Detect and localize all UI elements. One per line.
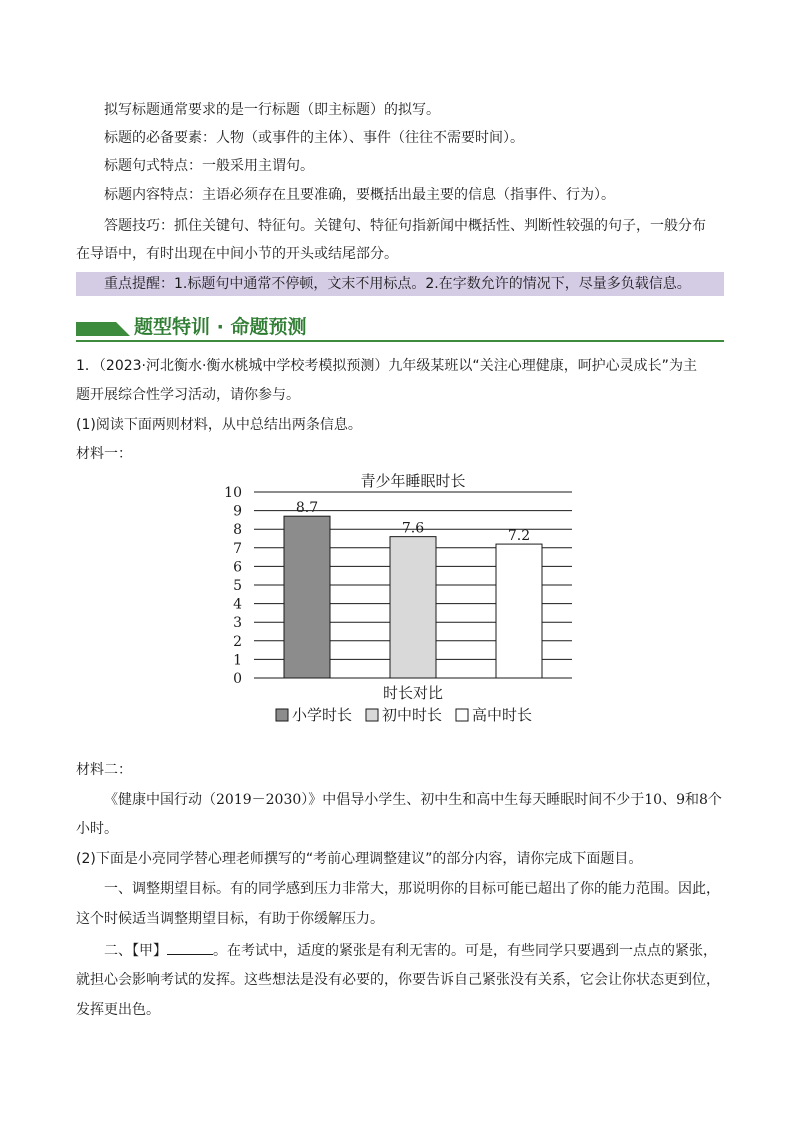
legend-swatch <box>456 709 468 721</box>
y-tick-label: 0 <box>233 671 242 687</box>
legend-swatch <box>276 709 288 721</box>
tip-text: 重点提醒：1.标题句中通常不停顿，文末不用标点。2.在字数允许的情况下，尽量多负载信息。 <box>104 276 691 292</box>
y-tick-label: 2 <box>233 633 242 650</box>
question-1-line-1: 1．（2023·河北衡水·衡水桃城中学校考模拟预测）九年级某班以“关注心理健康，呵护心灵成长”为主 <box>76 358 697 374</box>
intro-line-4: 标题内容特点：主语必须存在且要准确，要概括出最主要的信息（指事件、行为）。 <box>104 187 615 203</box>
sub-question-1: (1)阅读下面两则材料，从中总结出两条信息。 <box>76 417 362 433</box>
y-tick-label: 9 <box>233 503 242 520</box>
legend-label: 高中时长 <box>472 706 533 724</box>
y-tick-label: 6 <box>233 559 242 576</box>
answer-blank-jia[interactable] <box>167 940 213 955</box>
intro-line-3: 标题句式特点：一般采用主谓句。 <box>104 158 314 174</box>
advice-1-line-1: 一、调整期望目标。有的同学感到压力非常大，那说明你的目标可能已超出了你的能力范围。因此， <box>104 881 720 897</box>
intro-line-5: 答题技巧：抓住关键句、特征句。关键句、特征句指新闻中概括性、判断性较强的句子，一般分布 <box>104 218 706 234</box>
section-bar-icon <box>76 322 116 336</box>
sub-question-2: (2)下面是小亮同学替心理老师撰写的“考前心理调整建议”的部分内容，请你完成下面题目。 <box>76 851 643 867</box>
material-2-label: 材料二： <box>76 762 132 778</box>
x-axis-label: 时长对比 <box>382 684 444 702</box>
question-1-line-2: 题开展综合性学习活动，请你参与。 <box>76 387 300 403</box>
advice-1-line-2: 这个时候适当调整期望目标，有助于你缓解压力。 <box>76 911 384 927</box>
bar <box>284 516 330 678</box>
y-tick-label: 1 <box>233 652 242 669</box>
bar-data-label: 7.2 <box>507 528 531 545</box>
chart-title: 青少年睡眠时长 <box>360 472 466 490</box>
advice-2-line-3: 发挥更出色。 <box>76 1002 160 1018</box>
bar-data-label: 8.7 <box>295 500 319 517</box>
material-1-label: 材料一： <box>76 446 132 462</box>
bar <box>496 544 542 678</box>
legend-swatch <box>366 709 378 721</box>
legend-label: 小学时长 <box>292 706 353 724</box>
y-tick-label: 8 <box>233 522 242 539</box>
y-tick-label: 3 <box>233 615 242 632</box>
y-tick-label: 10 <box>224 485 242 501</box>
advice-2-prefix: 二、【甲】 <box>104 943 167 959</box>
advice-2-line-1 <box>104 940 717 961</box>
section-title: 题型特训 · 命题预测 <box>134 316 307 338</box>
section-triangle-icon <box>116 322 130 336</box>
section-rule <box>76 340 724 342</box>
material-2-line-1: 《健康中国行动（2019－2030）》中倡导小学生、初中生和高中生每天睡眠时间不少于10、9和8个 <box>104 792 722 808</box>
bar-data-label: 7.6 <box>401 520 425 537</box>
y-tick-label: 4 <box>233 596 242 613</box>
advice-2-suffix: 。在考试中，适度的紧张是有利无害的。可是，有些同学只要遇到一点点的紧张， <box>213 943 717 959</box>
legend-label: 初中时长 <box>382 706 443 724</box>
intro-line-2: 标题的必备要素：人物（或事件的主体）、事件（往往不需要时间）。 <box>104 130 524 146</box>
advice-2-line-2: 就担心会影响考试的发挥。这些想法是没有必要的，你要告诉自己紧张没有关系，它会让你状态更到位， <box>76 972 720 988</box>
material-2-line-2: 小时。 <box>76 821 118 837</box>
intro-line-1: 拟写标题通常要求的是一行标题（即主标题）的拟写。 <box>104 102 440 118</box>
bar <box>390 537 436 678</box>
y-tick-label: 5 <box>233 578 242 594</box>
section-header <box>76 312 724 342</box>
intro-line-6: 在导语中，有时出现在中间小节的开头或结尾部分。 <box>76 246 398 262</box>
sleep-duration-chart <box>220 468 580 738</box>
y-tick-label: 7 <box>233 540 242 557</box>
